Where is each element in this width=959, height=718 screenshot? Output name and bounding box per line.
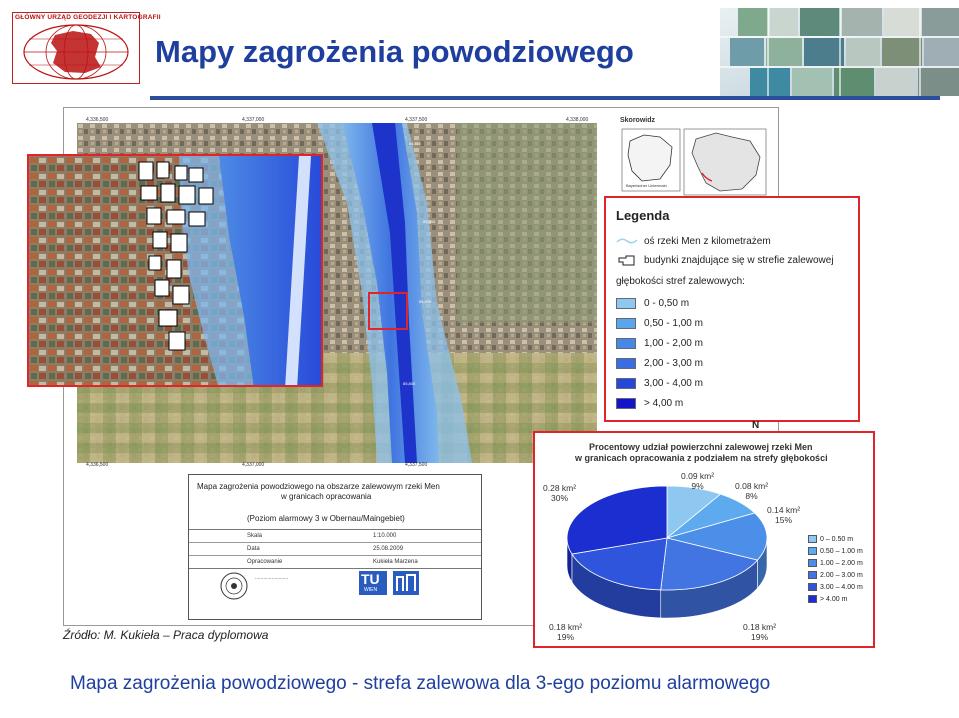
legend-swatch — [616, 398, 636, 409]
tb-value: Kukieła Marzena — [373, 559, 418, 565]
legend-title: Legenda — [616, 208, 670, 223]
pie-title-line-1: Procentowy udział powierzchni zalewowej rzeki Men — [589, 442, 813, 452]
pie-legend-item: > 4.00 m — [808, 595, 847, 603]
inset-zoom-map — [27, 154, 323, 387]
coord-bottom: 4,337,500 — [405, 462, 428, 468]
legend-depth-class: 0,50 - 1,00 m — [644, 318, 703, 329]
pie-legend-item: 1.00 – 2.00 m — [808, 559, 863, 567]
legend-depth-class: 0 - 0,50 m — [644, 298, 690, 309]
tb-key: Opracowanie — [247, 559, 283, 565]
pie-chart-panel — [533, 431, 875, 648]
gugik-logo — [12, 12, 161, 84]
tb-heading-1: Mapa zagrożenia powodziowego na obszarze zalewowym rzeki Men — [197, 482, 440, 491]
river-km-label: 84,600 — [409, 141, 422, 146]
north-arrow-label: N — [752, 420, 760, 431]
legend-depth-class: 3,00 - 4,00 m — [644, 378, 703, 389]
river-km-label: 85,800 — [403, 381, 416, 386]
pie-legend-item: 2.00 – 3.00 m — [808, 571, 863, 579]
pie-legend-item: 3.00 – 4.00 m — [808, 583, 863, 591]
legend-swatch — [616, 338, 636, 349]
pie-data-label: 0.09 km² 9% — [681, 471, 715, 491]
tu-wien-logo — [359, 571, 387, 595]
legend-depth-class: 2,00 - 3,00 m — [644, 358, 703, 369]
pie-legend-item: 0 – 0.50 m — [808, 535, 853, 543]
slide-caption: Mapa zagrożenia powodziowego - strefa zalewowa dla 3-ego poziomu alarmowego — [70, 673, 771, 694]
pie-title-line-2: w granicach opracowania z podziałem na strefy głębokości — [575, 453, 828, 463]
tb-value: 1:10.000 — [373, 533, 397, 539]
university-seal-icon — [219, 571, 249, 601]
source-note: Źródło: M. Kukieła – Praca dyplomowa — [63, 628, 269, 642]
coord-bottom: 4,337,000 — [242, 462, 265, 468]
header-rule — [150, 96, 940, 100]
coord-bottom: 4,336,500 — [86, 462, 109, 468]
overview-label: Skorowidz — [620, 117, 656, 124]
tu-logo-text: TU — [361, 571, 380, 587]
legend-swatch — [616, 318, 636, 329]
logo-text: GŁÓWNY URZĄD GEODEZJI I KARTOGRAFII — [15, 14, 161, 21]
legend-depth-class: 1,00 - 2,00 m — [644, 338, 703, 349]
globe-emblem-icon — [21, 23, 131, 81]
map-legend — [604, 196, 860, 422]
coord-top: 4,336,500 — [86, 117, 109, 123]
coord-top: 4,337,000 — [242, 117, 265, 123]
pie-data-label: 0.14 km² 15% — [767, 505, 801, 525]
map-title-block — [188, 474, 482, 620]
institute-logo-icon — [393, 571, 419, 595]
pie-data-label: 0.18 km² 19% — [549, 622, 583, 642]
coord-top: 4,338,000 — [566, 117, 589, 123]
building-icon — [618, 255, 636, 267]
pie-data-label: 0.28 km² 30% — [543, 483, 577, 503]
tb-key: Data — [247, 546, 260, 552]
pie-data-label: 0.18 km² 19% — [743, 622, 777, 642]
legend-depth-header: głębokości stref zalewowych: — [616, 276, 745, 287]
page-title: Mapy zagrożenia powodziowego — [155, 34, 634, 69]
tb-key: Skala — [247, 533, 263, 539]
tb-institution-text: ........................ — [255, 575, 289, 581]
inset-aerial — [29, 156, 323, 387]
overview-caption: Bayerischer Untermain — [626, 183, 667, 188]
legend-swatch — [616, 378, 636, 389]
legend-buildings: budynki znajdujące się w strefie zalewowej — [644, 255, 834, 266]
tb-heading-2: w granicach opracowania — [281, 492, 372, 501]
pie-legend-item: 0.50 – 1.00 m — [808, 547, 863, 555]
river-km-label: 85,000 — [423, 219, 436, 224]
pie-data-label: 0.08 km² 8% — [735, 481, 769, 501]
river-km-label: 85,400 — [419, 299, 432, 304]
river-axis-icon — [616, 236, 638, 246]
legend-depth-class: > 4,00 m — [644, 398, 684, 409]
tb-subheading: (Poziom alarmowy 3 w Obernau/Maingebiet) — [247, 514, 405, 523]
header-satellite-strip — [720, 8, 959, 96]
overview-map — [620, 127, 770, 197]
coord-top: 4,337,500 — [405, 117, 428, 123]
legend-swatch — [616, 358, 636, 369]
tu-logo-sub: WIEN — [364, 587, 378, 593]
legend-river-axis: oś rzeki Men z kilometrażem — [644, 236, 771, 247]
tb-value: 25.08.2009 — [373, 546, 404, 552]
legend-swatch — [616, 298, 636, 309]
